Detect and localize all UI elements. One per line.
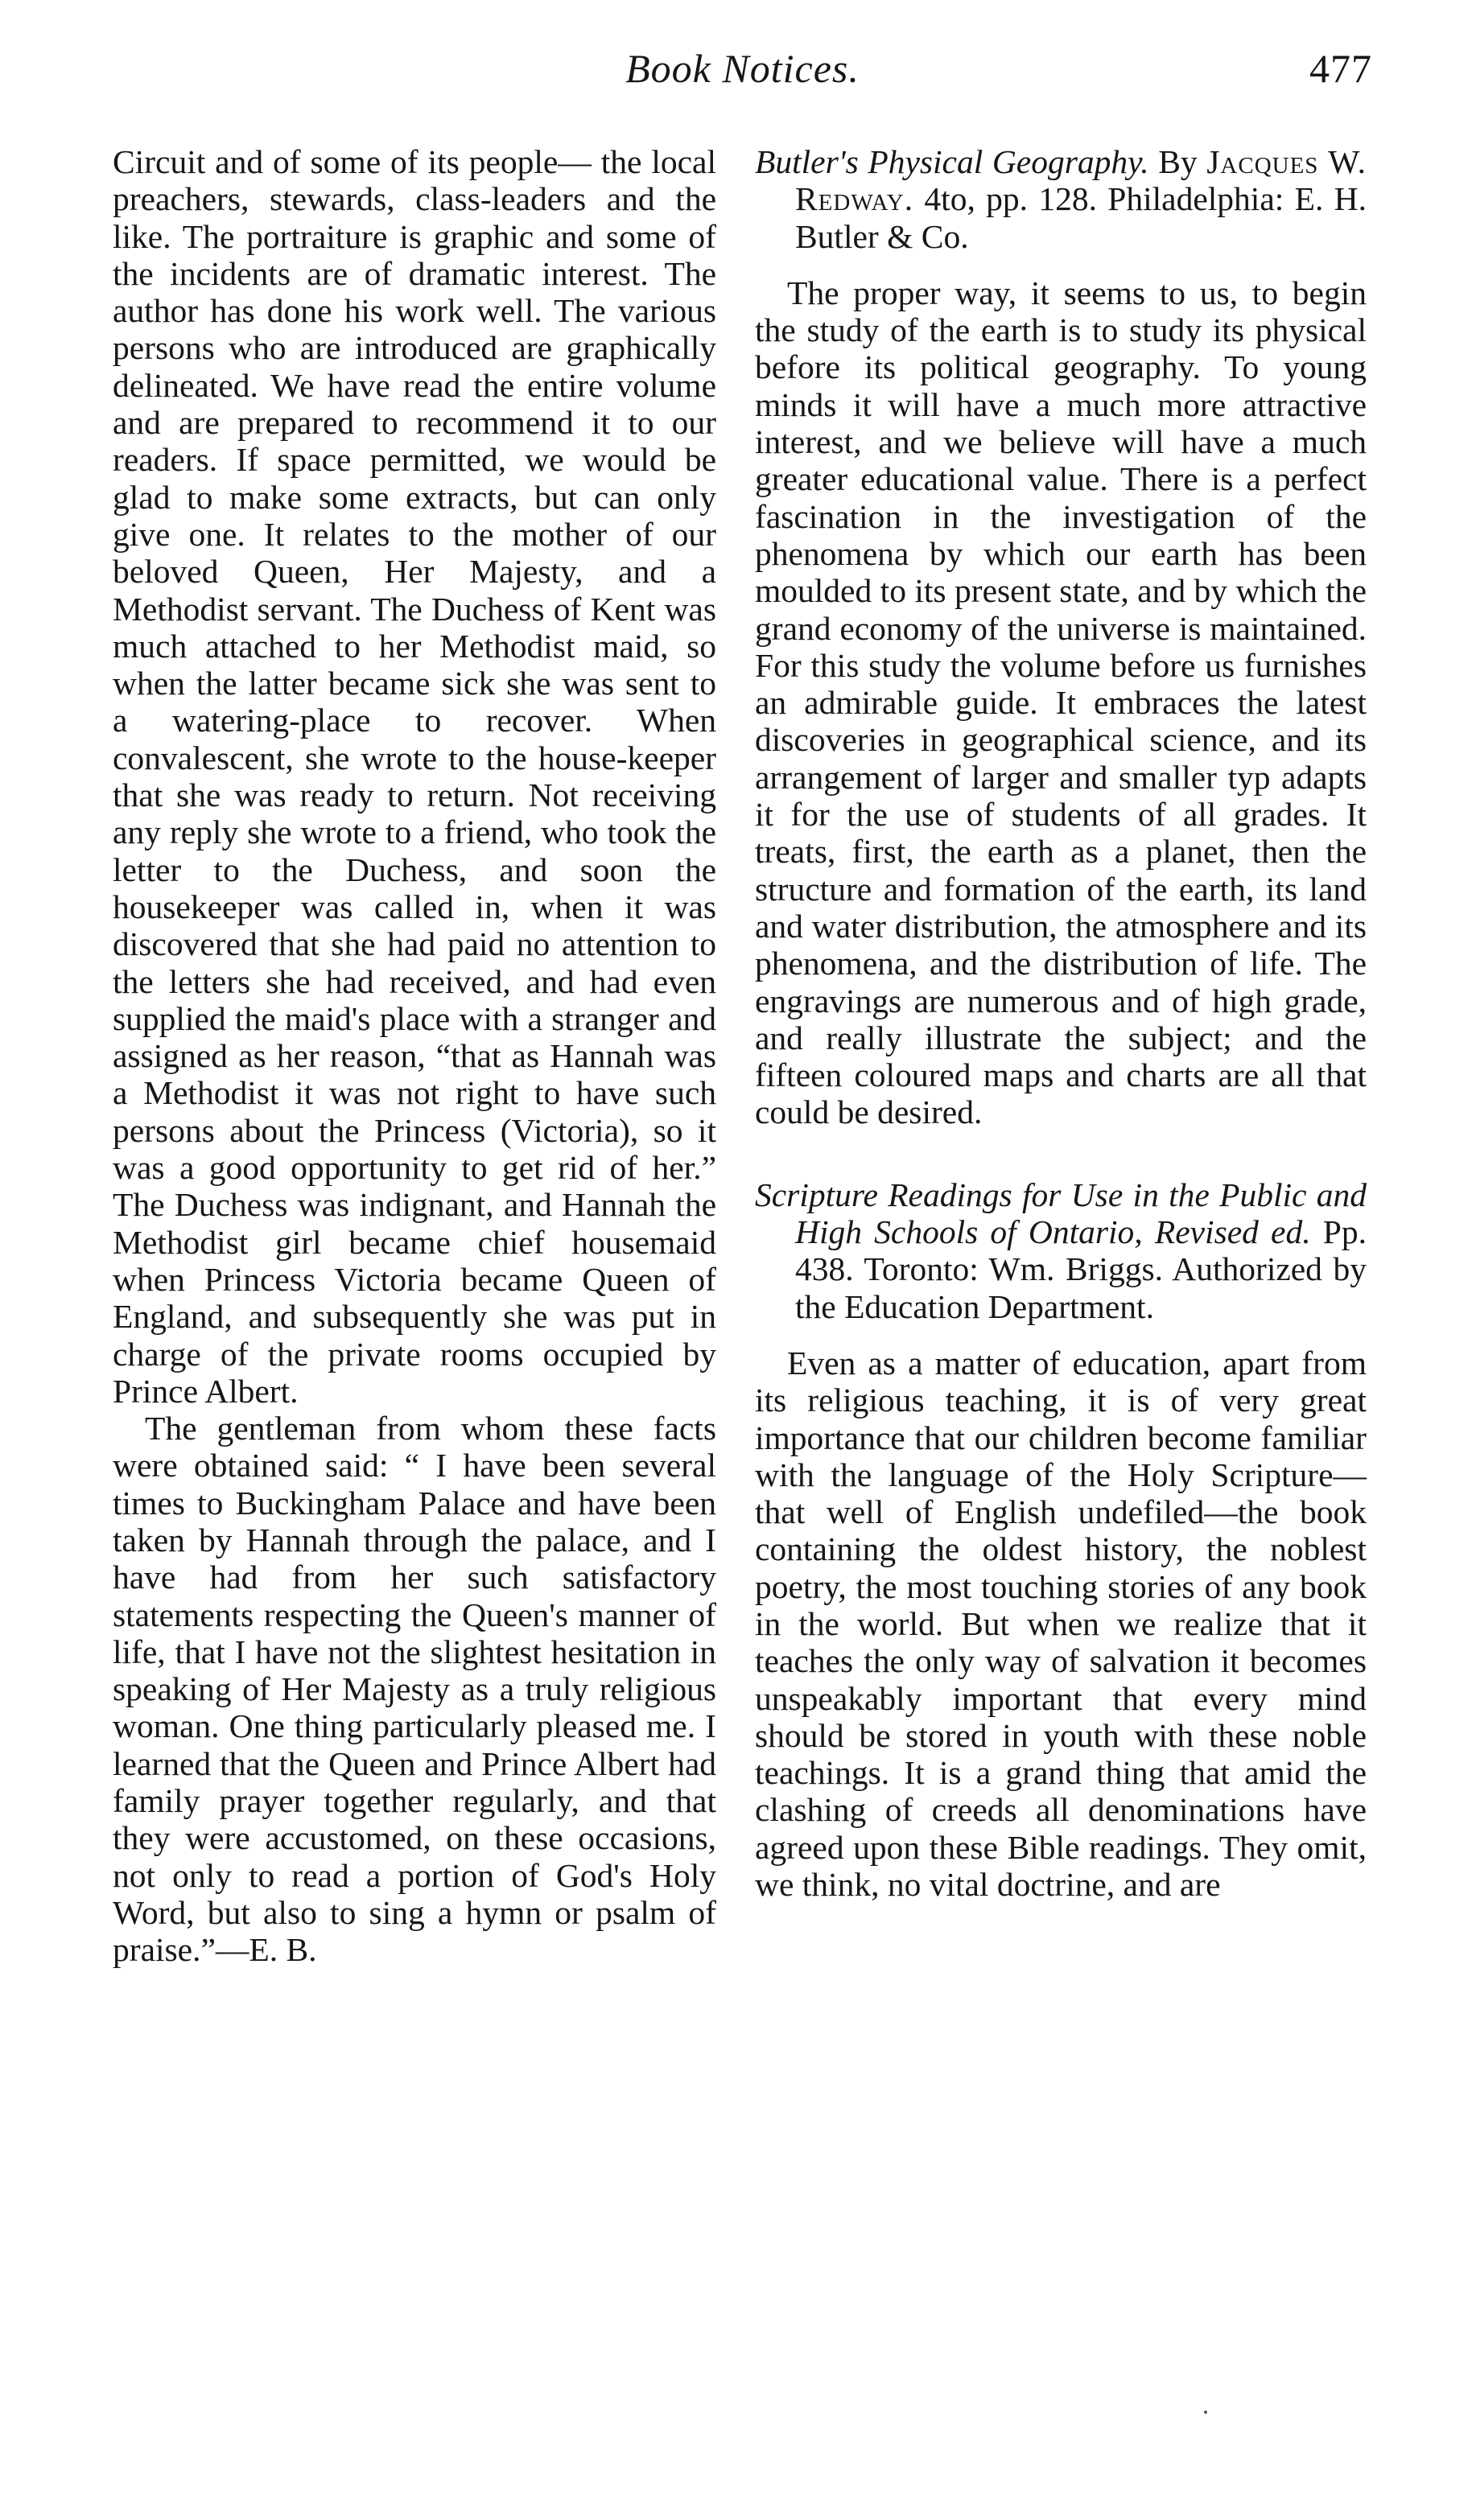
print-speck — [1204, 2411, 1207, 2414]
running-head — [113, 45, 1372, 109]
book-author: Jacques W. Redway. — [795, 143, 1367, 218]
book-notice-heading-physical-geography — [755, 143, 1367, 255]
book-details: Pp. 438. Toronto: Wm. Briggs. Authorized by the Education Department. — [795, 1213, 1367, 1325]
right-column — [755, 143, 1367, 1903]
continued-review-paragraph: Circuit and of some of its people— the local preachers, stewards, class-leaders and the like. The portraiture is graphic and some of the incidents are of dramatic interest. The author has done his work well. The various persons who are introduced are graphically delineated. We have read the entire volume and are prepared to recommend it to our readers. If space permitted, we would be glad to make some extracts, but can only give one. It relates to the mother of our beloved Queen, Her Majesty, and a Methodist servant. The Duchess of Kent was much attached to her Methodist maid, so when the latter became sick she was sent to a watering-place to recover. When convalescent, she wrote to the house-keeper that she was ready to return. Not receiving any reply she wrote to a friend, who took the letter to the Duchess, and soon the housekeeper was called in, when it was discovered that she had paid no attention to the letters she had received, and had even supplied the maid's place with a stranger and assigned as her reason, “that as Hannah was a Methodist it was not right to have such persons about the Princess (Victoria), so it was a good opportunity to get rid of her.” The Duchess was indignant, and Hannah the Methodist girl became chief housemaid when Princess Victoria became Queen of England, and subsequently she was put in charge of the private rooms occupied by Prince Albert. — [113, 143, 716, 1410]
quotation-paragraph: The gentleman from whom these facts were obtained said: “ I have been several times to Buckingham Palace and have been taken by Hannah through the palace, and I have had from her such satisfactory statements respecting the Queen's manner of life, that I have not the slightest hesitation in speaking of Her Majesty as a truly religious woman. One thing particularly pleased me. I learned that the Queen and Prince Albert had family prayer together regularly, and that they were accustomed, on these occasions, not only to read a portion of God's Holy Word, but also to sing a hymn or psalm of praise.”—E. B. — [113, 1410, 716, 1969]
spacer — [755, 1325, 1367, 1344]
scripture-readings-review: Even as a matter of education, apart from its religious teaching, it is of very great importance that our children become familiar with the language of the Holy Scripture— that well of English undefiled—the book containing the oldest history, the noblest poetry, the most touching stories of any book in the world. But when we realize that it teaches the only way of salvation it becomes unspeakably important that every mind should be stored in youth with these noble teachings. It is a grand thing that amid the clashing of creeds all denominations have agreed upon these Bible readings. They omit, we think, no vital doctrine, and are — [755, 1344, 1367, 1904]
by-word: By — [1148, 143, 1207, 180]
book-notice-heading-scripture-readings — [755, 1176, 1367, 1325]
spacer — [755, 1131, 1367, 1176]
left-column — [113, 143, 716, 1969]
physical-geography-review: The proper way, it seems to us, to begin the study of the earth is to study its physical before its political geography. To young minds it will have a much more attractive interest, and we believe will have a much greater educational value. There is a perfect fascination in the investigation of the phenomena by which our earth has been moulded to its present state, and by which the grand economy of the universe is maintained. For this study the volume before us furnishes an admirable guide. It embraces the latest discoveries in geographical science, and its arrangement of larger and smaller typ adapts it for the use of students of all grades. It treats, first, the earth as a planet, then the structure and formation of the earth, its land and water distribution, the atmosphere and its phenomena, and the distribution of life. The engravings are numerous and of high grade, and really illustrate the subject; and the fifteen coloured maps and charts are all that could be desired. — [755, 274, 1367, 1131]
book-title: Butler's Physical Geography. — [755, 143, 1149, 180]
page-number: 477 — [1309, 46, 1372, 91]
spacer — [755, 255, 1367, 274]
book-details: 4to, pp. 128. Philadelphia: E. H. Butler & Co. — [795, 180, 1367, 255]
book-title: Scripture Readings for Use in the Public and High Schools of Ontario, Revised ed. — [755, 1176, 1367, 1251]
running-title: Book Notices. — [625, 46, 860, 91]
